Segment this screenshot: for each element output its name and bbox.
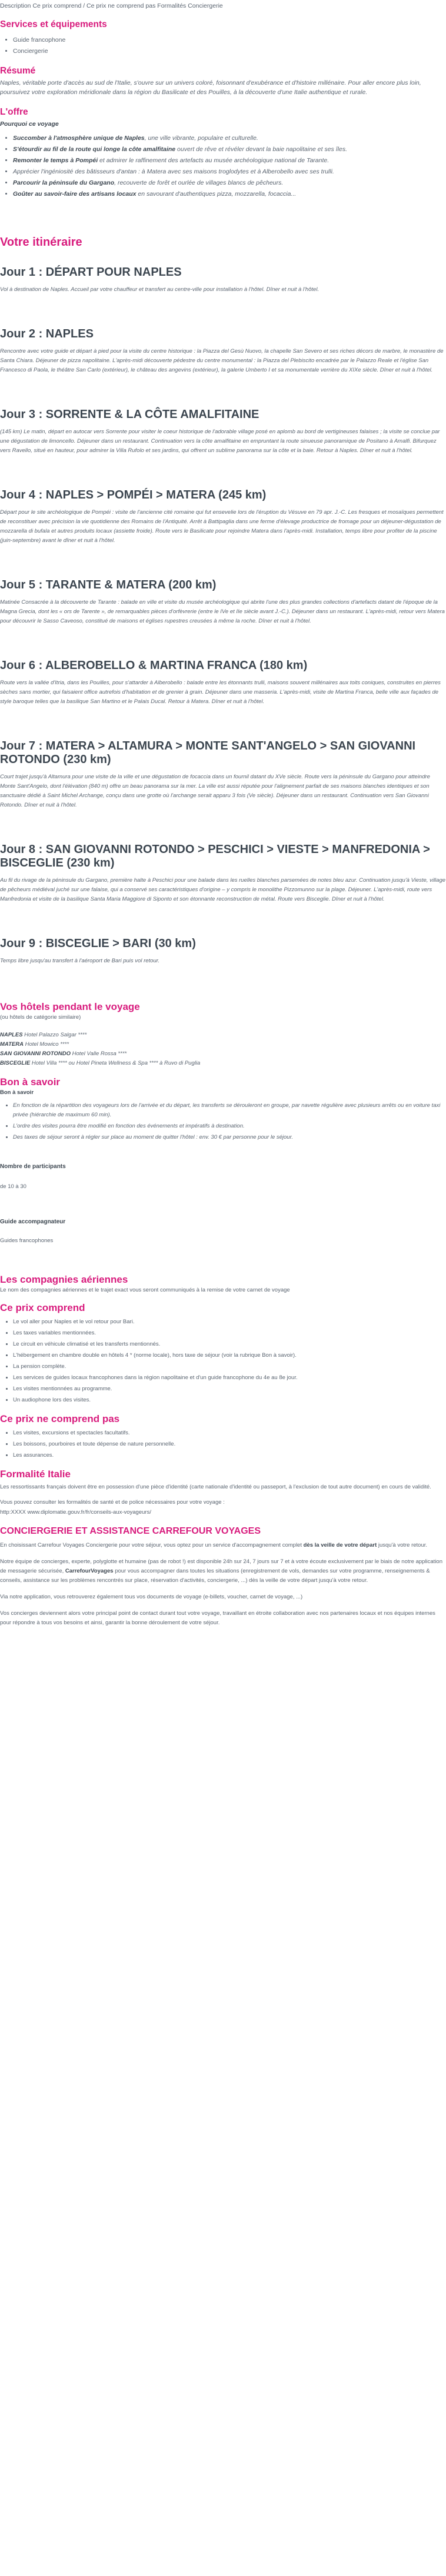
hotels-list bbox=[0, 1031, 446, 1068]
list-item: • L'hébergement en chambre double en hôtels 4 * (norme locale), hors taxe de séjour (voir la rubrique Bon à savoir). bbox=[13, 1351, 446, 1360]
list-item: • Les boissons, pourboires et toute dépense de nature personnelle. bbox=[13, 1440, 446, 1449]
list-item: • La pension complète. bbox=[13, 1362, 446, 1371]
participants-label: Nombre de participants bbox=[0, 1163, 66, 1170]
concierge-text: En choisissant Carrefour Voyages Conciergerie pour votre séjour, vous optez pour un service d'accompagnement complet dès la veille de votre départ jusqu'à votre retour. bbox=[0, 1542, 428, 1548]
resume-text: Naples, véritable porte d'accès au sud de l'Italie, s'ouvre sur un univers coloré, foisonnant d'exubérance et d'histoire millénaire. Pour aller encore plus loin, poursuivez votre exploration méridionale dans la région du Basilicate et des Pouilles, à la découverte d'une Italie authentique et rurale. bbox=[0, 79, 421, 96]
day-text: Rencontre avec votre guide et départ à pied pour la visite du centre historique : la Piazza del Gesù Nuovo, la chapelle San Severo et ses riches décors de marbre, le monastère de Santa Chiara. Déjeuner de pizza napolitaine. L'après-midi découverte pédestre du centre monumental : la Piazza del Plebiscito encadrée par le Palazzo Reale et l'église San Francesco di Paola, le théâtre San Carlo (extérieur), le château des angevins (extérieur), la galerie Umberto I et sa monumentale verrière du XIXe siècle. Dîner et nuit à l'hôtel. bbox=[0, 348, 444, 373]
hotel-row: MATERA Hotel Mowico **** bbox=[0, 1041, 69, 1048]
top-nav-text: Description Ce prix comprend / Ce prix ne comprend pas Formalités Conciergerie bbox=[0, 2, 223, 9]
list-item: • Parcourir la péninsule du Gargano, recouverte de forêt et ourlée de villages blancs de pêcheurs. bbox=[13, 178, 446, 188]
ne-comprend-title: Ce prix ne comprend pas bbox=[0, 1413, 120, 1424]
list-item: • Remonter le temps à Pompéi et admirer le raffinement des artefacts au musée archéologique national de Tarante. bbox=[13, 156, 446, 165]
concierge-text: Notre équipe de concierges, experte, polyglotte et humaine (pas de robot !) est disponible 24h sur 24, 7 jours sur 7 et à votre écoute exclusivement par le biais de notre application de messagerie sécurisée, CarrefourVoyages pour vous accompagner dans toutes les situations (enregistrement de vols, demandes sur votre programme, renseignements & conseils, assistance sur les problèmes rencontrés sur place, réservation d'activités, conciergerie, ...) dès la veille de votre départ jusqu'à votre retour. bbox=[0, 1558, 442, 1584]
list-item: • Le vol aller pour Naples et le vol retour pour Bari. bbox=[13, 1317, 446, 1327]
list-item: • Les visites mentionnées au programme. bbox=[13, 1384, 446, 1394]
hotel-row: SAN GIOVANNI ROTONDO Hotel Valle Rossa **** bbox=[0, 1051, 127, 1057]
day-title: Jour 6 : ALBEROBELLO & MARTINA FRANCA (180 km) bbox=[0, 659, 308, 672]
ne-comprend-list bbox=[0, 1428, 446, 1460]
compagnies-title: Les compagnies aériennes bbox=[0, 1274, 128, 1285]
list-item: • Conciergerie bbox=[13, 46, 446, 56]
list-item: • S'étourdir au fil de la route qui longe la côte amalfitaine ouvert de rêve et révéler devant la baie napolitaine et ses îles. bbox=[13, 145, 446, 154]
compagnies-text: Le nom des compagnies aériennes et le trajet exact vous seront communiqués à la remise de votre carnet de voyage bbox=[0, 1287, 290, 1293]
list-item: • Les taxes variables mentionnées. bbox=[13, 1329, 446, 1338]
participants-value: de 10 à 30 bbox=[0, 1183, 26, 1190]
services-list bbox=[0, 35, 446, 56]
day-text: Court trajet jusqu'à Altamura pour une visite de la ville et une dégustation de focaccia dans un fournil datant du XVe siècle. Route vers la péninsule du Gargano pour atteindre Monte Sant'Angelo, dont l'élévation (840 m) offre un beau panorama sur la mer. La ville est aussi réputée pour l'alignement parfait de ses maisons blanches identiques et son sanctuaire dédié à Saint Michel Archange, conçu dans une grotte où l'archange serait apparu 3 fois (Ve siècle). Déjeuner dans un restaurant. Continuation vers San Giovanni Rotondo. Dîner et nuit à l'hôtel. bbox=[0, 774, 430, 808]
list-item: • Les services de guides locaux francophones dans la région napolitaine et d'un guide francophone du 4e au 8e jour. bbox=[13, 1373, 446, 1383]
day-text: Route vers la vallée d'Itria, dans les Pouilles, pour s'attarder à Alberobello : balade entre les étonnants trulli, maisons souvent millénaires aux toits coniques, construites en pierres sèches sans mortier, qui faisaient office autrefois d'habitation et de grenier à grain. Déjeuner dans une masseria. L'après-midi, visite de Martina Franca, belle ville aux façades de style baroque telles que la basilique San Martino et le Palais Ducal. Retour à Matera. Dîner et nuit à l'hôtel. bbox=[0, 680, 441, 705]
formalites-title: Formalité Italie bbox=[0, 1468, 71, 1480]
day-text: Matinée Consacrée à la découverte de Tarante : balade en ville et visite du musée archéologique qui abrite l'une des plus grandes collections d'artefacts datant de l'époque de la Magna Grecia, dont les « ors de Tarente », de remarquables pièces d'orfèvrerie (entre le IVe et IIe siècle avant J.-C.). Déjeuner dans un restaurant. L'après-midi, retour vers Matera pour découvrir le Sasso Caveoso, constitué de maisons et églises rupestres creusées à même la roche. Dîner et nuit à l'hôtel. bbox=[0, 599, 445, 624]
list-item: • Apprécier l'ingéniosité des bâtisseurs d'antan : à Matera avec ses maisons troglodytes et à Alberobello avec ses trulli. bbox=[13, 167, 446, 176]
day-title: Jour 4 : NAPLES > POMPÉI > MATERA (245 km) bbox=[0, 489, 267, 501]
offre-subtitle: Pourquoi ce voyage bbox=[0, 121, 59, 128]
day-title: Jour 5 : TARANTE & MATERA (200 km) bbox=[0, 578, 217, 591]
savoir-title: Bon à savoir bbox=[0, 1076, 61, 1088]
itinerary-title: Votre itinéraire bbox=[0, 236, 82, 249]
hotel-row: NAPLES Hotel Palazzo Salgar **** bbox=[0, 1032, 87, 1038]
hotels-title: Vos hôtels pendant le voyage bbox=[0, 1001, 140, 1012]
services-title: Services et équipements bbox=[0, 19, 107, 29]
day-title: Jour 2 : NAPLES bbox=[0, 327, 94, 340]
day-title: Jour 9 : BISCEGLIE > BARI (30 km) bbox=[0, 937, 196, 950]
day-title: Jour 1 : DÉPART POUR NAPLES bbox=[0, 266, 182, 279]
list-item: • En fonction de la répartition des voyageurs lors de l'arrivée et du départ, les transferts se dérouleront en groupe, par navette régulière avec plusieurs arrêts ou en voiture taxi privée (hiérarchie de maximum 60 min). bbox=[13, 1101, 446, 1120]
formalites-text: Vous pouvez consulter les formalités de santé et de police nécessaires pour votre voyage : bbox=[0, 1499, 225, 1506]
resume-title: Résumé bbox=[0, 66, 36, 76]
day-text: Vol à destination de Naples. Accueil par votre chauffeur et transfert au centre-ville pour installation à l'hôtel. Dîner et nuit à l'hôtel. bbox=[0, 286, 319, 293]
list-item: • Guide francophone bbox=[13, 35, 446, 45]
savoir-subtitle: Bon à savoir bbox=[0, 1089, 34, 1096]
list-item: • L'ordre des visites pourra être modifié en fonction des événements et impératifs à destination. bbox=[13, 1122, 446, 1131]
list-item: • Les assurances. bbox=[13, 1451, 446, 1460]
day-title: Jour 7 : MATERA > ALTAMURA > MONTE SANT'ANGELO > SAN GIOVANNI ROTONDO (230 km) bbox=[0, 740, 416, 766]
concierge-text: Vos concierges deviennent alors votre principal point de contact durant tout votre voyage, travaillant en étroite collaboration avec nos partenaires locaux et nos équipes internes pour répondre à tous vos besoins et ainsi, garantir la bonne déroulement de votre séjour. bbox=[0, 1610, 435, 1626]
list-item: • Succomber à l'atmosphère unique de Naples, une ville vibrante, populaire et culturelle. bbox=[13, 133, 446, 143]
offre-title: L'offre bbox=[0, 107, 28, 117]
formalites-link[interactable]: http:XXXX www.diplomatie.gouv.fr/fr/conseils-aux-voyageurs/ bbox=[0, 1509, 151, 1516]
hotels-note: (ou hôtels de catégorie similaire) bbox=[0, 1014, 81, 1021]
list-item: • Un audiophone lors des visites. bbox=[13, 1396, 446, 1405]
day-text: Départ pour le site archéologique de Pompéi : visite de l'ancienne cité romaine qui fut ensevelie lors de l'éruption du Vésuve en 79 apr. J.-C. Les fresques et mosaïques permettent de reconstituer avec précision la vie quotidienne des Romains de l'Antiquité. Arrêt à Battipaglia dans une ferme d'élevage productrice de fromage pour un déjeuner-dégustation de mozzarella di bufala et autres produits locaux (assiette froide). Route vers le Basilicate pour rejoindre Matera dans l'après-midi. Installation, temps libre pour profiter de la piscine (juin-septembre) avant le dîner et nuit à l'hôtel. bbox=[0, 509, 444, 544]
concierge-title: CONCIERGERIE ET ASSISTANCE CARREFOUR VOYAGES bbox=[0, 1526, 261, 1536]
day-text: Au fil du rivage de la péninsule du Gargano, première halte à Peschici pour une balade dans les ruelles blanches parsemées de notes bleu azur. Continuation jusqu'à Vieste, village de pêcheurs médiéval juché sur une falaise, qui a conservé ses caractéristiques d'origine – y compris le monolithe Pizzomunno sur la plage. Déjeuner. L'après-midi, route vers Manfredonia et visite de la basilique Santa Maria Maggiore di Siponto et son étonnante reconstruction de métal. Route vers Bisceglie. Dîner et nuit à l'hôtel. bbox=[0, 877, 446, 902]
day-text: Temps libre jusqu'au transfert à l'aéroport de Bari puis vol retour. bbox=[0, 958, 160, 964]
guide-value: Guides francophones bbox=[0, 1237, 54, 1244]
list-item: • Les visites, excursions et spectacles facultatifs. bbox=[13, 1428, 446, 1438]
guide-label: Guide accompagnateur bbox=[0, 1219, 66, 1225]
savoir-list bbox=[0, 1101, 446, 1142]
list-item: • Le circuit en véhicule climatisé et les transferts mentionnés. bbox=[13, 1340, 446, 1349]
offre-list bbox=[0, 133, 446, 199]
concierge-text: Via notre application, vous retrouverez également tous vos documents de voyage (e-billets, voucher, carnet de voyage, ...) bbox=[0, 1594, 303, 1600]
day-title: Jour 3 : SORRENTE & LA CÔTE AMALFITAINE bbox=[0, 408, 259, 421]
day-title: Jour 8 : SAN GIOVANNI ROTONDO > PESCHICI > VIESTE > MANFREDONIA > BISCEGLIE (230 km) bbox=[0, 843, 430, 869]
formalites-text: Les ressortissants français doivent être en possession d'une pièce d'identité (carte nationale d'identité ou passeport, à l'exclusion de tout autre document) en cours de validité. bbox=[0, 1484, 431, 1490]
comprend-list bbox=[0, 1317, 446, 1405]
hotel-row: BISCEGLIE Hotel Villa **** ou Hotel Pineta Wellness & Spa **** à Ruvo di Puglia bbox=[0, 1060, 201, 1066]
comprend-title: Ce prix comprend bbox=[0, 1302, 85, 1313]
list-item: • Des taxes de séjour seront à régler sur place au moment de quitter l'hôtel : env. 30 € par personne pour le séjour. bbox=[13, 1133, 446, 1142]
list-item: • Goûter au savoir-faire des artisans locaux en savourant d'authentiques pizza, mozzarella, focaccia... bbox=[13, 189, 446, 199]
day-text: (145 km) Le matin, départ en autocar vers Sorrente pour visiter le coeur historique de l'adorable village posé en aplomb au bord de vertigineuses falaises ; la visite se conclue par une dégustation de limoncello. Déjeuner dans un restaurant. Continuation vers la côte amalfitaine en empruntant la route sinueuse panoramique de Positano à Amalfi. Bifurquez vers Ravello, situé en hauteur, pour admirer la Villa Rufolo et ses jardins, qui offrent un sublime panorama sur la côte et la baie. Retour à Naples. Dîner et nuit à l'hôtel. bbox=[0, 429, 440, 454]
